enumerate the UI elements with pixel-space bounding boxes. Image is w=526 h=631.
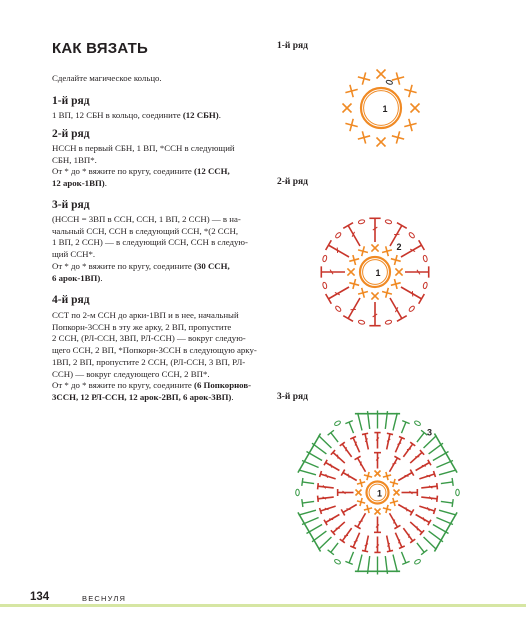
popcorn-stitch-stem bbox=[358, 413, 362, 430]
row-marker-number: 1 bbox=[375, 268, 381, 278]
single-crochet-symbol bbox=[358, 246, 368, 256]
row-marker-number: 1 bbox=[382, 104, 388, 114]
row-4-heading: 4-й ряд bbox=[52, 294, 90, 306]
popcorn-stitch-stem bbox=[358, 555, 362, 572]
row-marker-number: 2 bbox=[396, 242, 402, 252]
diagram-2-label: 2-й ряд bbox=[277, 177, 308, 187]
double-crochet-stem bbox=[398, 505, 412, 513]
double-crochet-stem bbox=[410, 452, 422, 463]
relief-stitch-top bbox=[302, 478, 303, 486]
single-crochet-symbol bbox=[371, 244, 378, 251]
chain-stitch-symbol bbox=[423, 255, 428, 262]
double-crochet-slash bbox=[331, 464, 332, 468]
chain-stitch-symbol bbox=[386, 80, 393, 85]
relief-stitch-stem bbox=[302, 501, 314, 503]
instruction-line: 12 арок-1ВП). bbox=[52, 178, 107, 189]
relief-stitch-stem bbox=[441, 482, 453, 484]
instruction-line: 2 ССН, (РЛ-ССН, 3ВП, РЛ-ССН) — вокруг следую- bbox=[52, 333, 246, 344]
single-crochet-symbol bbox=[347, 268, 354, 275]
double-crochet-top bbox=[362, 550, 368, 551]
row-1-text bbox=[52, 110, 262, 122]
single-crochet-symbol bbox=[390, 479, 398, 487]
chain-stitch-symbol bbox=[408, 232, 415, 239]
chain-stitch-symbol bbox=[414, 559, 421, 565]
row-marker-number: 1 bbox=[376, 488, 383, 499]
double-crochet-slash bbox=[409, 534, 410, 538]
sc-stroke bbox=[345, 85, 357, 97]
double-crochet-stem bbox=[416, 463, 430, 471]
double-crochet-top bbox=[387, 550, 393, 551]
single-crochet-symbol bbox=[357, 479, 365, 487]
single-crochet-symbol bbox=[395, 268, 402, 275]
chain-stitch-symbol bbox=[335, 232, 342, 239]
double-crochet-top bbox=[320, 508, 322, 514]
single-crochet-symbol bbox=[349, 279, 359, 289]
popcorn-stitch-stem bbox=[319, 537, 332, 550]
relief-stitch-stem bbox=[349, 552, 353, 563]
chain-stitch-symbol bbox=[423, 282, 428, 289]
sc-stroke bbox=[404, 85, 416, 97]
chain-stitch-symbol bbox=[385, 320, 392, 325]
stitch-count: (12 СБН) bbox=[182, 110, 219, 120]
page-title: КАК ВЯЗАТЬ bbox=[52, 40, 148, 57]
diagram-row-2 bbox=[313, 210, 437, 334]
single-crochet-symbol bbox=[375, 509, 381, 515]
instruction-line: От * до * вяжите по кругу, соедините (30 ССН, bbox=[52, 260, 230, 271]
row-marker-number: 3 bbox=[426, 427, 433, 438]
popcorn-stitch-stem bbox=[393, 555, 397, 572]
sc-stroke bbox=[358, 288, 368, 298]
double-crochet-stem bbox=[403, 444, 412, 457]
relief-stitch-top bbox=[452, 499, 453, 507]
chain-stitch-symbol bbox=[358, 320, 365, 325]
chain-stitch-symbol bbox=[385, 219, 392, 224]
popcorn-stitch-stem bbox=[319, 436, 332, 449]
double-crochet-slash bbox=[359, 521, 363, 522]
sc-stroke bbox=[349, 279, 359, 289]
double-crochet-top bbox=[434, 508, 436, 514]
single-crochet-symbol bbox=[343, 104, 352, 113]
sc-stroke bbox=[358, 72, 370, 84]
double-crochet-top bbox=[343, 223, 353, 229]
double-crochet-stem bbox=[348, 298, 360, 319]
double-crochet-stem bbox=[353, 438, 360, 453]
sc-stroke bbox=[391, 255, 401, 265]
running-footer-brand: ВЕСНУЛЯ bbox=[82, 594, 127, 603]
double-crochet-stem bbox=[342, 444, 351, 457]
chain-stitch-symbol bbox=[358, 219, 365, 224]
double-crochet-top bbox=[419, 240, 425, 250]
double-crochet-stem bbox=[410, 522, 422, 533]
double-crochet-stem bbox=[333, 522, 345, 533]
double-crochet-slash bbox=[423, 517, 424, 521]
single-crochet-symbol bbox=[390, 498, 398, 506]
single-crochet-symbol bbox=[375, 471, 381, 477]
double-crochet-top bbox=[320, 471, 322, 477]
diagram-row-3 bbox=[290, 405, 465, 580]
stitch-count: (12 ССН, bbox=[194, 166, 230, 177]
relief-stitch-stem bbox=[441, 501, 453, 503]
double-crochet-stem bbox=[401, 245, 422, 257]
diagram-1-label: 1-й ряд bbox=[277, 41, 308, 51]
magic-ring-symbol bbox=[361, 88, 401, 128]
double-crochet-top bbox=[326, 240, 332, 250]
relief-stitch-stem bbox=[417, 543, 424, 552]
single-crochet-symbol bbox=[382, 288, 392, 298]
double-crochet-stem bbox=[387, 434, 390, 450]
double-crochet-stem bbox=[416, 515, 430, 523]
diagram-row-1 bbox=[335, 62, 427, 154]
sc-stroke bbox=[358, 246, 368, 256]
double-crochet-stem bbox=[395, 438, 402, 453]
instruction-line: щего ССН, 2 ВП, *Попкорн-3ССН в следующую арку- bbox=[52, 345, 257, 356]
double-crochet-top bbox=[362, 433, 368, 434]
double-crochet-stem bbox=[390, 513, 398, 527]
relief-stitch-top bbox=[452, 478, 453, 486]
single-crochet-symbol bbox=[358, 131, 370, 143]
double-crochet-slash bbox=[407, 449, 411, 450]
single-crochet-symbol bbox=[371, 292, 378, 299]
double-crochet-top bbox=[326, 294, 332, 304]
double-crochet-slash bbox=[344, 535, 348, 536]
double-crochet-slash bbox=[392, 463, 396, 464]
instruction-line: ССН) — вокруг следующего ССН, 2 ВП*. bbox=[52, 368, 210, 379]
single-crochet-symbol bbox=[391, 255, 401, 265]
double-crochet-stem bbox=[348, 225, 360, 246]
double-crochet-top bbox=[437, 496, 438, 502]
single-crochet-symbol bbox=[345, 85, 357, 97]
double-crochet-slash bbox=[406, 507, 407, 511]
sc-stroke bbox=[391, 279, 401, 289]
double-crochet-stem bbox=[358, 513, 366, 527]
chain-stitch-symbol bbox=[322, 255, 327, 262]
instruction-line: щий ССН*. bbox=[52, 249, 96, 260]
diagram-3-label: 3-й ряд bbox=[277, 392, 308, 402]
double-crochet-slash bbox=[348, 474, 349, 478]
sc-stroke bbox=[404, 119, 416, 131]
instruction-line: НССН в первый СБН, 1 ВП, *ССН в следующий bbox=[52, 143, 235, 153]
instruction-line: ССТ по 2-м ССН до арки-1ВП и в нее, начальный bbox=[52, 310, 239, 320]
row-4-text bbox=[52, 310, 262, 404]
single-crochet-symbol bbox=[377, 70, 386, 79]
single-crochet-symbol bbox=[404, 85, 416, 97]
double-crochet-stem bbox=[390, 298, 402, 319]
double-crochet-top bbox=[397, 223, 407, 229]
relief-stitch-stem bbox=[331, 433, 338, 442]
single-crochet-symbol bbox=[364, 505, 372, 513]
instruction-line: 1 ВП, 2 ССН) — в следующий ССН, ССН в следую- bbox=[52, 237, 248, 248]
sc-stroke bbox=[392, 72, 404, 84]
instruction-line: 3ССН, 12 РЛ-ССН, 12 арок-2ВП, 6 арок-3ВП). bbox=[52, 391, 234, 402]
relief-stitch-stem bbox=[401, 422, 405, 433]
single-crochet-symbol bbox=[357, 498, 365, 506]
instruction-line: чальный ССН, ССН в следующий ССН, *(2 ССН, bbox=[52, 225, 239, 236]
single-crochet-symbol bbox=[356, 490, 362, 496]
single-crochet-symbol bbox=[349, 255, 359, 265]
double-crochet-stem bbox=[419, 474, 434, 479]
sc-stroke bbox=[382, 288, 392, 298]
instruction-line: От * до * вяжите по кругу, соедините (12 ССН, bbox=[52, 166, 230, 177]
stitch-count: (6 Попкорнов- bbox=[194, 380, 252, 391]
sc-stroke bbox=[349, 255, 359, 265]
double-crochet-stem bbox=[328, 245, 349, 257]
row-2-text bbox=[52, 143, 262, 190]
double-crochet-stem bbox=[421, 486, 437, 488]
sc-stroke bbox=[382, 246, 392, 256]
double-crochet-stem bbox=[326, 515, 340, 523]
double-crochet-stem bbox=[318, 497, 334, 499]
instruction-line: 6 арок-1ВП). bbox=[52, 272, 103, 283]
double-crochet-top bbox=[318, 496, 319, 502]
chain-stitch-symbol bbox=[322, 282, 327, 289]
relief-stitch-stem bbox=[417, 433, 424, 442]
instruction-line: 1ВП, 2 ВП, пропустите 2 ССН, (РЛ-ССН, 3 ВП, РЛ- bbox=[52, 356, 246, 367]
stitch-count: (30 ССН, bbox=[194, 260, 230, 271]
double-crochet-stem bbox=[318, 486, 334, 488]
instruction-line: От * до * вяжите по кругу, соедините (6 Попкорнов- bbox=[52, 380, 252, 391]
sc-stroke bbox=[345, 119, 357, 131]
double-crochet-stem bbox=[343, 473, 357, 481]
relief-stitch-stem bbox=[349, 422, 353, 433]
chain-stitch-symbol bbox=[334, 559, 341, 565]
double-crochet-top bbox=[437, 483, 438, 489]
single-crochet-symbol bbox=[392, 72, 404, 84]
single-crochet-symbol bbox=[364, 472, 372, 480]
single-crochet-symbol bbox=[394, 490, 400, 496]
popcorn-stitch-stem bbox=[439, 470, 456, 475]
chain-stitch-symbol bbox=[334, 420, 341, 426]
instruction-line: СБН, 1ВП*. bbox=[52, 154, 97, 165]
single-crochet-symbol bbox=[383, 472, 391, 480]
chain-stitch-symbol bbox=[408, 305, 415, 312]
double-crochet-stem bbox=[390, 458, 398, 472]
relief-stitch-stem bbox=[331, 543, 338, 552]
popcorn-stitch-stem bbox=[299, 470, 316, 475]
stitch-count: 6 арок-1ВП) bbox=[52, 272, 101, 283]
double-crochet-stem bbox=[365, 536, 368, 552]
stitch-count: 12 арок-1ВП) bbox=[52, 178, 105, 189]
single-crochet-symbol bbox=[345, 119, 357, 131]
double-crochet-stem bbox=[403, 528, 412, 541]
magic-ring-symbol bbox=[364, 91, 399, 126]
row-1-heading: 1-й ряд bbox=[52, 95, 90, 107]
single-crochet-symbol bbox=[382, 246, 392, 256]
double-crochet-top bbox=[434, 471, 436, 477]
popcorn-stitch-stem bbox=[424, 537, 437, 550]
double-crochet-slash bbox=[346, 447, 347, 451]
relief-stitch-top bbox=[302, 499, 303, 507]
single-crochet-symbol bbox=[358, 288, 368, 298]
double-crochet-stem bbox=[320, 474, 335, 479]
chain-stitch-symbol bbox=[296, 489, 300, 495]
chain-stitch-symbol bbox=[456, 489, 460, 495]
intro-text: Сделайте магическое кольцо. bbox=[52, 73, 162, 83]
single-crochet-symbol bbox=[383, 505, 391, 513]
double-crochet-stem bbox=[419, 506, 434, 511]
single-crochet-symbol bbox=[404, 119, 416, 131]
double-crochet-stem bbox=[343, 505, 357, 513]
footer-bar bbox=[0, 604, 526, 607]
chain-stitch-symbol bbox=[414, 420, 421, 426]
double-crochet-stem bbox=[328, 287, 349, 299]
double-crochet-stem bbox=[421, 497, 437, 499]
single-crochet-symbol bbox=[411, 104, 420, 113]
popcorn-stitch-stem bbox=[393, 413, 397, 430]
row-3-heading: 3-й ряд bbox=[52, 199, 90, 211]
instruction-line: Попкорн-3ССН в эту же арку, 2 ВП, пропустите bbox=[52, 321, 232, 332]
double-crochet-stem bbox=[353, 533, 360, 548]
instruction-line: (НССН = 3ВП в ССН, ССН, 1 ВП, 2 ССН) — в на- bbox=[52, 214, 241, 224]
sc-stroke bbox=[392, 131, 404, 143]
double-crochet-stem bbox=[401, 287, 422, 299]
single-crochet-symbol bbox=[377, 138, 386, 147]
popcorn-stitch-stem bbox=[299, 510, 316, 515]
single-crochet-symbol bbox=[392, 131, 404, 143]
double-crochet-stem bbox=[333, 452, 345, 463]
double-crochet-top bbox=[318, 483, 319, 489]
double-crochet-stem bbox=[320, 506, 335, 511]
double-crochet-stem bbox=[342, 528, 351, 541]
relief-stitch-stem bbox=[302, 482, 314, 484]
double-crochet-stem bbox=[395, 533, 402, 548]
stitch-count: 3ССН, 12 РЛ-ССН, 12 арок-2ВП, 6 арок-3ВП) bbox=[52, 391, 232, 402]
instruction-line: 1 ВП, 12 СБН в кольцо, соедините (12 СБН). bbox=[52, 110, 221, 120]
page-number: 134 bbox=[30, 591, 50, 603]
single-crochet-symbol bbox=[391, 279, 401, 289]
chain-stitch-symbol bbox=[335, 305, 342, 312]
popcorn-stitch-stem bbox=[439, 510, 456, 515]
relief-stitch-stem bbox=[401, 552, 405, 563]
row-3-text bbox=[52, 214, 262, 284]
double-crochet-top bbox=[419, 294, 425, 304]
double-crochet-stem bbox=[398, 473, 412, 481]
row-2-heading: 2-й ряд bbox=[52, 128, 90, 140]
double-crochet-top bbox=[387, 433, 393, 434]
sc-stroke bbox=[358, 131, 370, 143]
single-crochet-symbol bbox=[358, 72, 370, 84]
double-crochet-top bbox=[343, 316, 353, 322]
double-crochet-top bbox=[397, 316, 407, 322]
double-crochet-stem bbox=[358, 458, 366, 472]
double-crochet-stem bbox=[326, 463, 340, 471]
